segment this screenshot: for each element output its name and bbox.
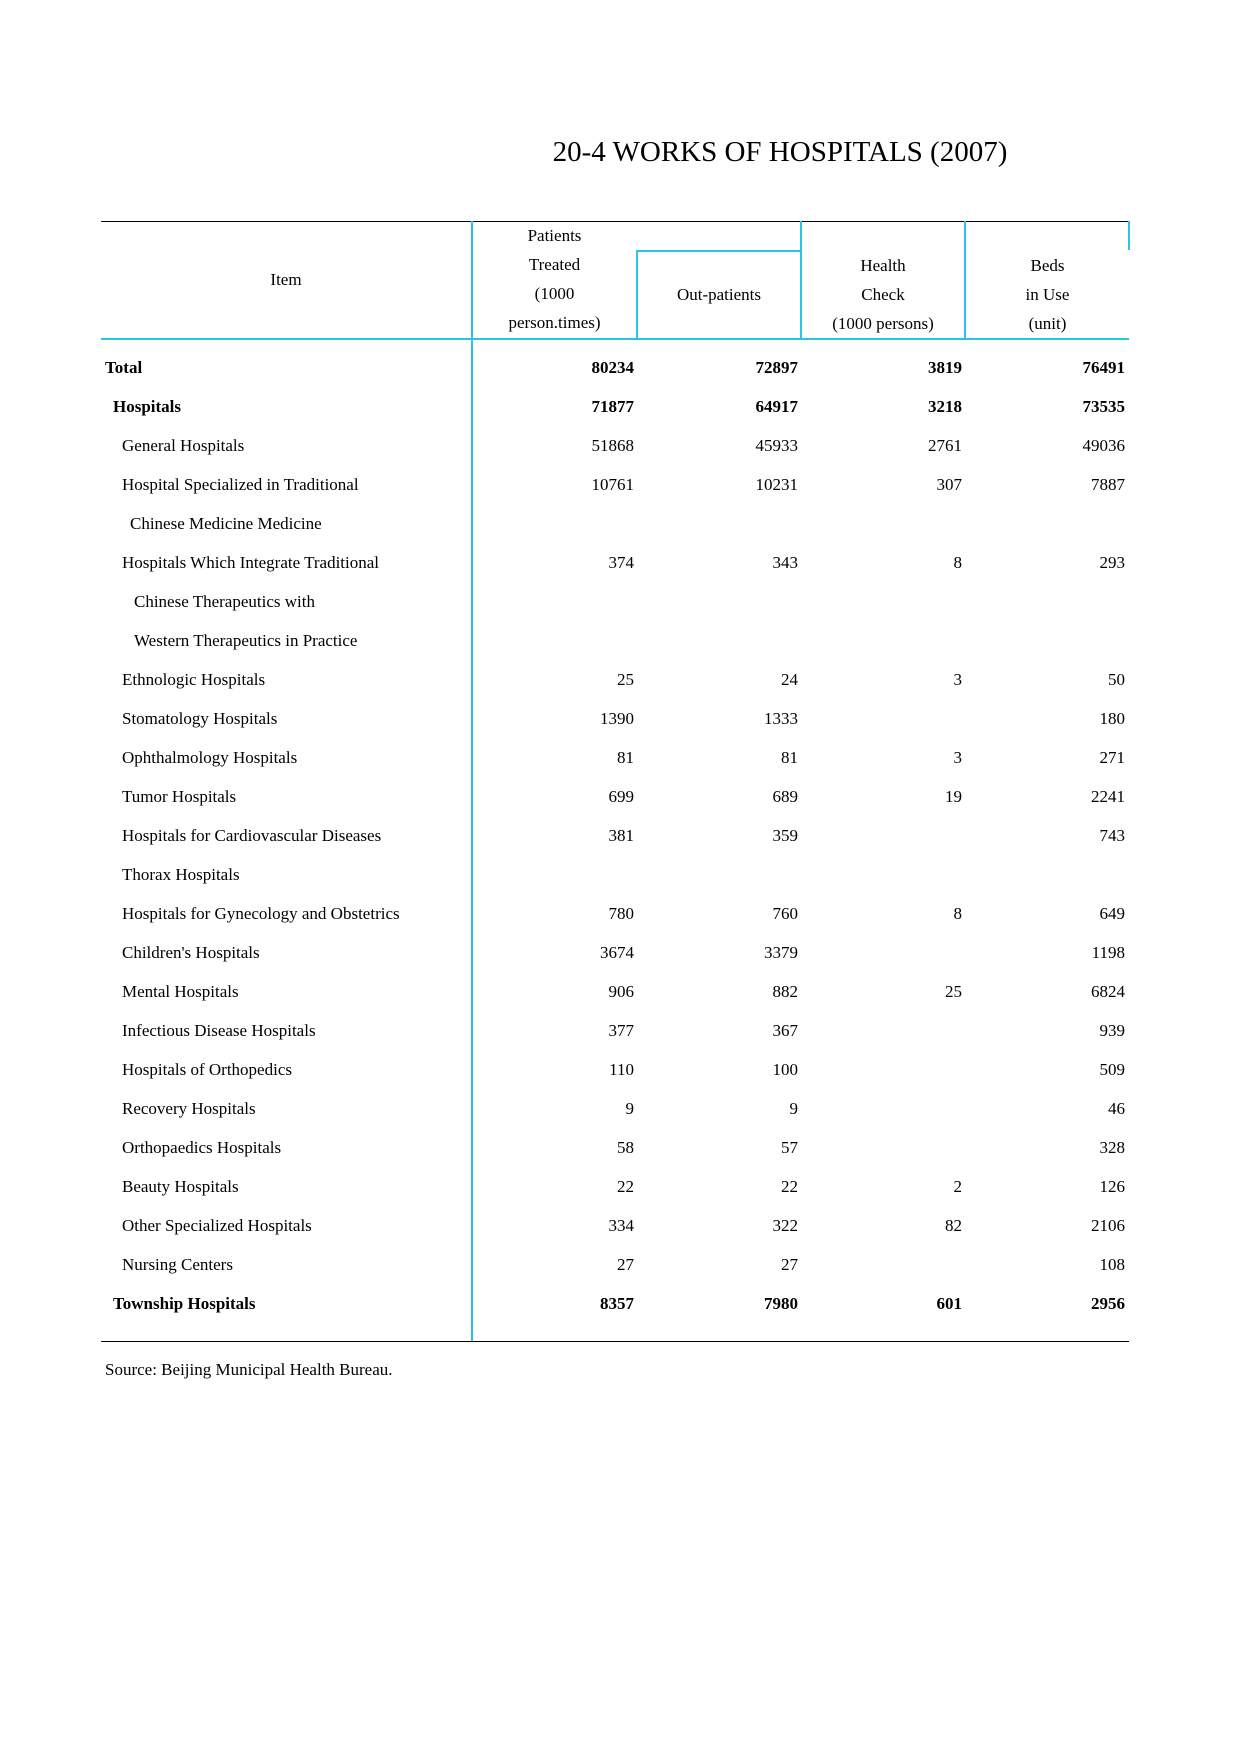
out-patients-cell: 3379 — [764, 943, 798, 962]
table-row — [101, 1128, 1129, 1167]
beds-in-use-header-line-2: in Use — [1025, 285, 1070, 304]
beds-in-use-cell: 2106 — [1091, 1216, 1125, 1235]
row-label: Chinese Medicine Medicine — [130, 514, 322, 533]
out-patients-cell: 359 — [772, 826, 798, 845]
beds-in-use-cell: 743 — [1099, 826, 1125, 845]
health-check-cell: 2761 — [928, 436, 962, 455]
beds-in-use-cell: 328 — [1099, 1138, 1125, 1157]
table-row — [101, 1206, 1129, 1245]
health-check-cell: 8 — [953, 904, 962, 923]
beds-in-use-header — [966, 251, 1129, 338]
table-row — [101, 972, 1129, 1011]
row-label: Chinese Therapeutics with — [134, 592, 315, 611]
row-label: Township Hospitals — [113, 1294, 256, 1313]
health-check-header-line-3: (1000 persons) — [832, 314, 934, 333]
table-row — [101, 660, 1129, 699]
patients-treated-cell: 27 — [617, 1255, 634, 1274]
health-check-cell: 3 — [953, 748, 962, 767]
health-check-cell: 3 — [953, 670, 962, 689]
row-label: Recovery Hospitals — [122, 1099, 256, 1118]
out-patients-cell: 45933 — [755, 436, 798, 455]
health-check-cell: 8 — [953, 553, 962, 572]
health-check-cell: 307 — [936, 475, 962, 494]
out-patients-cell — [637, 504, 798, 543]
out-patients-cell — [637, 855, 798, 894]
table-row — [101, 738, 1129, 777]
health-check-cell — [801, 504, 962, 543]
health-check-cell: 3819 — [928, 358, 962, 377]
hospital-works-table — [101, 221, 1129, 1342]
beds-in-use-cell: 2241 — [1091, 787, 1125, 806]
out-patients-cell: 100 — [772, 1060, 798, 1079]
out-patients-cell: 760 — [772, 904, 798, 923]
row-label: Hospitals for Gynecology and Obstetrics — [122, 904, 400, 923]
patients-treated-cell: 381 — [608, 826, 634, 845]
table-row — [101, 855, 1129, 894]
patients-treated-cell: 81 — [617, 748, 634, 767]
out-patients-cell: 72897 — [755, 358, 798, 377]
health-check-cell — [801, 816, 962, 855]
health-check-cell — [801, 933, 962, 972]
health-check-cell — [801, 1050, 962, 1089]
out-patients-cell: 57 — [781, 1138, 798, 1157]
health-check-cell — [801, 1089, 962, 1128]
patients-treated-cell — [473, 621, 634, 660]
out-patients-cell: 24 — [781, 670, 798, 689]
health-check-cell: 3218 — [928, 397, 962, 416]
beds-in-use-cell: 108 — [1099, 1255, 1125, 1274]
health-check-header-line-2: Check — [861, 285, 905, 304]
beds-in-use-cell: 939 — [1099, 1021, 1125, 1040]
row-label: Hospitals — [113, 397, 182, 416]
table-row — [101, 582, 1129, 621]
out-patients-cell: 343 — [772, 553, 798, 572]
patients-treated-cell: 80234 — [591, 358, 634, 377]
beds-in-use-cell: 293 — [1099, 553, 1125, 572]
table-row — [101, 1167, 1129, 1206]
table-row — [101, 1011, 1129, 1050]
row-label: Hospitals for Cardiovascular Diseases — [122, 826, 382, 845]
row-label: Children's Hospitals — [122, 943, 260, 962]
patients-treated-cell: 1390 — [600, 709, 634, 728]
table-row — [101, 699, 1129, 738]
beds-in-use-cell: 2956 — [1091, 1294, 1125, 1313]
out-patients-cell: 367 — [772, 1021, 798, 1040]
beds-in-use-cell: 7887 — [1091, 475, 1125, 494]
beds-in-use-header-line-3: (unit) — [1028, 314, 1067, 333]
row-label: Other Specialized Hospitals — [122, 1216, 312, 1235]
row-label: Orthopaedics Hospitals — [122, 1138, 282, 1157]
table-row — [101, 465, 1129, 504]
table-row — [101, 1050, 1129, 1089]
health-check-cell — [801, 1011, 962, 1050]
patients-treated-cell: 71877 — [591, 397, 634, 416]
patients-treated-header-line-4: person.times) — [508, 313, 601, 332]
row-label: Tumor Hospitals — [122, 787, 237, 806]
beds-in-use-cell: 6824 — [1091, 982, 1125, 1001]
row-label: General Hospitals — [122, 436, 245, 455]
out-patients-cell: 10231 — [755, 475, 798, 494]
row-label: Hospital Specialized in Traditional — [122, 475, 359, 494]
beds-in-use-cell: 50 — [1108, 670, 1125, 689]
beds-in-use-cell — [965, 504, 1125, 543]
patients-treated-cell: 9 — [625, 1099, 634, 1118]
beds-in-use-cell: 76491 — [1082, 358, 1125, 377]
health-check-cell — [801, 621, 962, 660]
table-row — [101, 1089, 1129, 1128]
row-label: Western Therapeutics in Practice — [134, 631, 358, 650]
table-row — [101, 933, 1129, 972]
table-row — [101, 1245, 1129, 1284]
health-check-cell: 601 — [936, 1294, 962, 1313]
row-label: Infectious Disease Hospitals — [122, 1021, 316, 1040]
row-label: Thorax Hospitals — [122, 865, 240, 884]
out-patients-cell: 9 — [789, 1099, 798, 1118]
page-title: 20-4 WORKS OF HOSPITALS (2007) — [552, 136, 1008, 168]
out-patients-cell — [637, 582, 798, 621]
table-row — [101, 621, 1129, 660]
beds-in-use-cell: 649 — [1099, 904, 1125, 923]
health-check-cell: 2 — [953, 1177, 962, 1196]
out-patients-cell: 322 — [772, 1216, 798, 1235]
patients-treated-cell: 780 — [608, 904, 634, 923]
out-patients-cell: 64917 — [755, 397, 798, 416]
beds-in-use-cell: 46 — [1108, 1099, 1125, 1118]
patients-treated-header-line-2: Treated — [528, 255, 581, 274]
row-label: Ophthalmology Hospitals — [122, 748, 298, 767]
patients-treated-header-line-1: Patients — [527, 226, 582, 245]
beds-in-use-cell: 509 — [1099, 1060, 1125, 1079]
table-row — [101, 543, 1129, 582]
beds-in-use-cell: 180 — [1099, 709, 1125, 728]
row-label: Ethnologic Hospitals — [122, 670, 266, 689]
out-patients-cell: 22 — [781, 1177, 798, 1196]
health-check-cell: 82 — [945, 1216, 962, 1235]
beds-in-use-cell — [965, 621, 1125, 660]
table-row — [101, 504, 1129, 543]
beds-in-use-cell — [965, 855, 1125, 894]
patients-treated-cell: 110 — [609, 1060, 634, 1079]
patients-treated-cell: 22 — [617, 1177, 634, 1196]
patients-treated-cell: 8357 — [600, 1294, 634, 1313]
out-patients-cell: 1333 — [764, 709, 798, 728]
patients-treated-cell: 25 — [617, 670, 634, 689]
table-row — [101, 816, 1129, 855]
patients-treated-cell: 334 — [608, 1216, 634, 1235]
patients-treated-cell: 3674 — [600, 943, 634, 962]
item-header: Item — [270, 270, 302, 289]
row-label: Nursing Centers — [122, 1255, 233, 1274]
out-patients-cell — [637, 621, 798, 660]
beds-in-use-cell — [965, 582, 1125, 621]
source-note: Source: Beijing Municipal Health Bureau. — [105, 1360, 393, 1379]
row-label: Beauty Hospitals — [122, 1177, 239, 1196]
out-patients-cell: 689 — [772, 787, 798, 806]
out-patients-header-rule — [636, 250, 800, 252]
row-label: Mental Hospitals — [122, 982, 239, 1001]
patients-treated-cell: 906 — [608, 982, 634, 1001]
row-label: Stomatology Hospitals — [122, 709, 278, 728]
patients-treated-cell: 374 — [608, 553, 634, 572]
beds-in-use-cell: 73535 — [1082, 397, 1125, 416]
table-row — [101, 426, 1129, 465]
out-patients-cell: 7980 — [764, 1294, 798, 1313]
patients-treated-cell: 10761 — [591, 475, 634, 494]
patients-treated-cell — [473, 504, 634, 543]
out-patients-header: Out-patients — [676, 285, 762, 304]
table-row — [101, 894, 1129, 933]
health-check-cell — [801, 1245, 962, 1284]
health-check-header — [802, 251, 964, 338]
beds-in-use-cell: 271 — [1099, 748, 1125, 767]
beds-in-use-cell: 126 — [1099, 1177, 1125, 1196]
patients-treated-cell: 51868 — [591, 436, 634, 455]
table-row — [101, 348, 1129, 387]
out-patients-cell: 27 — [781, 1255, 798, 1274]
patients-treated-cell — [473, 582, 634, 621]
row-label: Total — [105, 358, 143, 377]
patients-treated-header — [473, 221, 636, 337]
health-check-cell — [801, 699, 962, 738]
row-label: Hospitals of Orthopedics — [122, 1060, 292, 1079]
beds-in-use-header-line-1: Beds — [1030, 256, 1065, 275]
table-row — [101, 777, 1129, 816]
patients-treated-cell: 377 — [608, 1021, 634, 1040]
patients-treated-cell: 699 — [608, 787, 634, 806]
out-patients-cell: 81 — [781, 748, 798, 767]
table-bottom-rule — [101, 1341, 1129, 1342]
patients-treated-cell: 58 — [617, 1138, 634, 1157]
table-right-tick — [1128, 221, 1130, 250]
health-check-cell — [801, 582, 962, 621]
patients-treated-header-line-3: (1000 — [534, 284, 575, 303]
health-check-header-line-1: Health — [860, 256, 906, 275]
health-check-cell — [801, 1128, 962, 1167]
row-label: Hospitals Which Integrate Traditional — [122, 553, 380, 572]
beds-in-use-cell: 1198 — [1091, 943, 1125, 962]
health-check-cell: 25 — [945, 982, 962, 1001]
beds-in-use-cell: 49036 — [1082, 436, 1125, 455]
table-row — [101, 387, 1129, 426]
health-check-cell: 19 — [945, 787, 962, 806]
patients-treated-cell — [473, 855, 634, 894]
out-patients-cell: 882 — [772, 982, 798, 1001]
header-bottom-rule — [101, 338, 1129, 340]
table-row — [101, 1284, 1129, 1323]
health-check-cell — [801, 855, 962, 894]
